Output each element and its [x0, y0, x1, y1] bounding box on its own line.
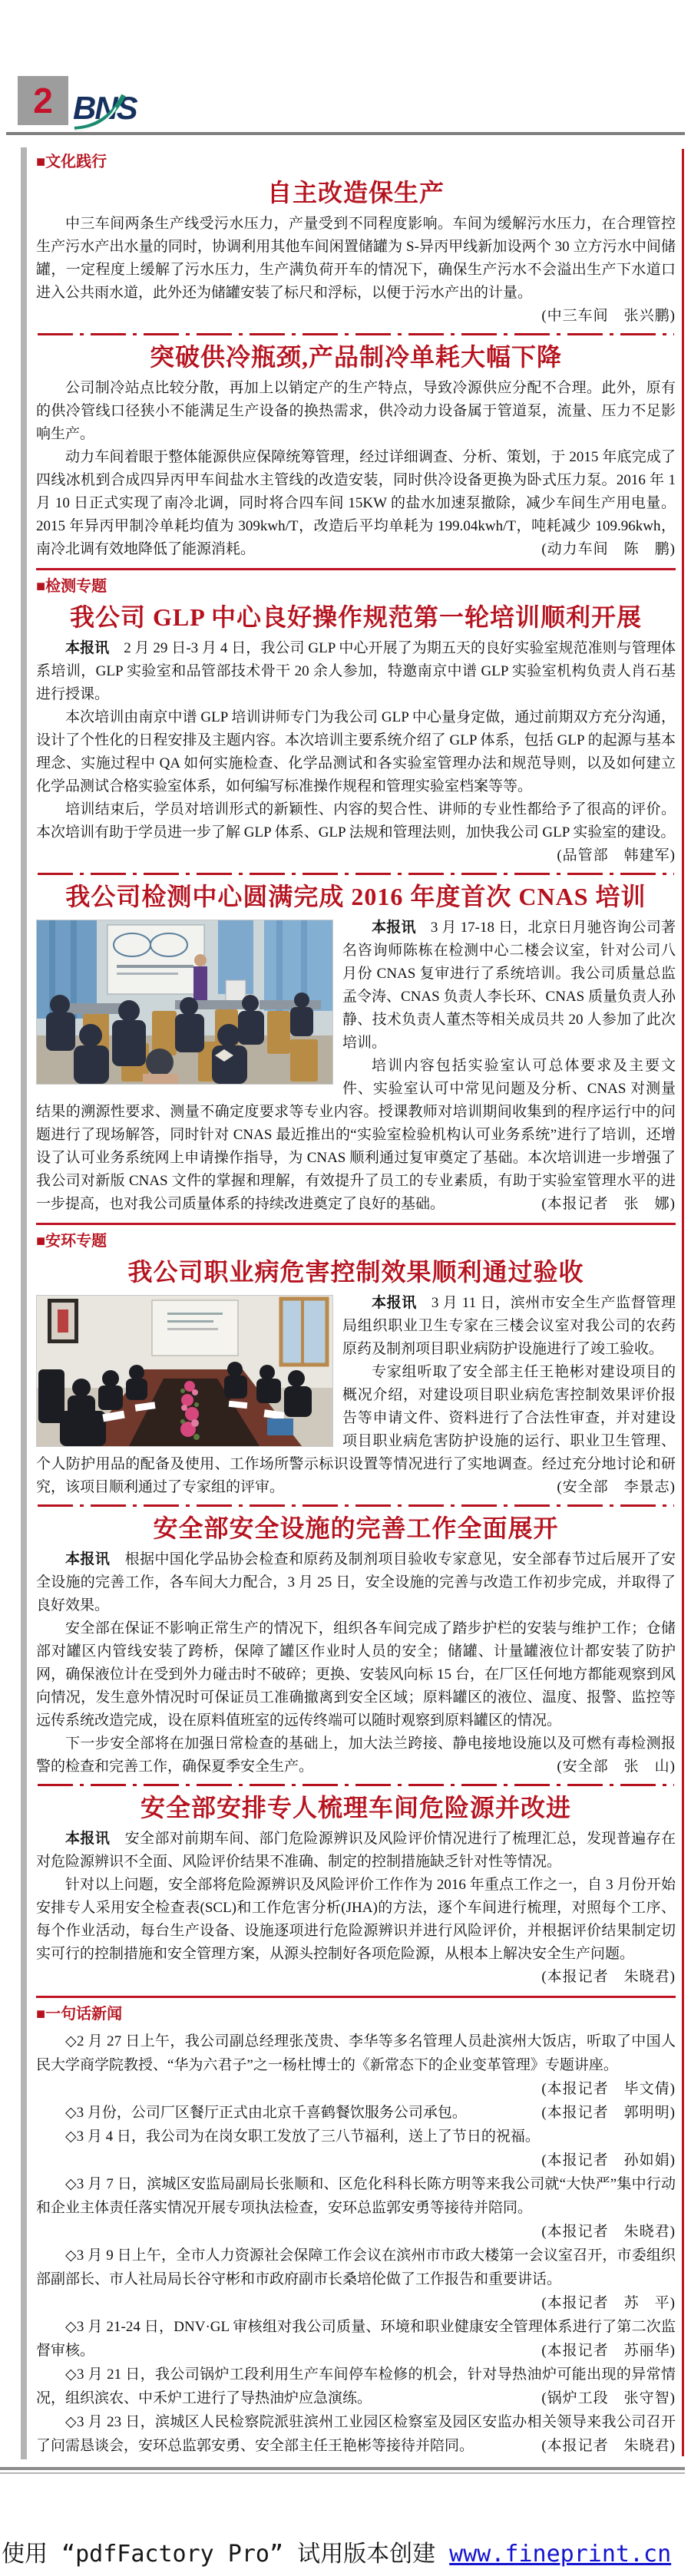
paragraph: 专家组听取了安全部主任王艳彬对建设项目的概况介绍，对建设项目职业病危害控制效果评价报告等申请文件、资料进行了合法性审查，并对建设项目职业病危害防护设施的运行、职业卫生管理、个人防护用品的配备及使用、工作场所警示标识设置等情况进行了实地调查。经过充分地讨论和研究，该项目顺利通过了专家组的评审。 (安全部 李景志): [36, 1361, 676, 1499]
article-title: 自主改造保生产: [266, 179, 445, 206]
photo-cnas-training-classroom: [36, 920, 333, 1085]
byline: (动力车间 陈 鹏): [541, 541, 676, 557]
article-body: [36, 213, 676, 324]
byline: (本报记者 朱晓君): [541, 2438, 676, 2454]
paragraph: 针对以上问题，安全部将危险源辨识及风险评价工作作为 2016 年重点工作之一，自 3 月份开始安排专人采用安全检查表(SCL)和工作危害分析(JHA)的方法，逐个车间进行梳理，对照每个工序、每个作业活动，每台生产设备、设施逐项进行危险源辨识并进行风险评价，并根据评价结果制定切实可行的控制措施和安全管理方案，从源头控制好各项危险源，从根本上解决安全生产问题。 (本报记者 朱晓君): [36, 1874, 676, 1966]
watermark-text: 使用 “pdfFactory Pro” 试用版本创建: [2, 2541, 450, 2568]
page-body: [0, 135, 691, 2462]
paragraph: 培训结束后，学员对培训形式的新颖性、内容的契合性、讲师的专业性都给予了很高的评价。本次培训有助于学员进一步了解 GLP 体系、GLP 法规和管理法则，加快我公司 GLP 实验室的建设。 (品管部 韩建军): [36, 798, 676, 844]
byline: (中三车间 张兴鹏): [541, 308, 676, 324]
article-title: 安全部安全设施的完善工作全面展开: [153, 1514, 559, 1542]
byline: (本报记者 苏丽华): [541, 2343, 676, 2359]
paragraph: 下一步安全部将在加强日常检查的基础上，加大法兰跨接、静电接地设施以及可燃有毒检测报警的检查和完善工作，确保夏季安全生产。 (安全部 张 山): [36, 1732, 676, 1778]
logo-text: BNS: [73, 90, 137, 126]
section-label-culture: ■文化践行: [36, 154, 107, 170]
byline: (安全部 李景志): [557, 1479, 676, 1495]
byline: (本报记者 张 娜): [541, 1196, 676, 1212]
paragraph: 本次培训由南京中谱 GLP 培训讲师专门为我公司 GLP 中心量身定做，通过前期双方充分沟通，设计了个性化的日程安排及主题内容。本次培训主要系统介绍了 GLP 体系，包括 GLP 的起源与基本理念、实施过程中 QA 如何实施检查、化学品测试和各实验室管理办法和规范导则，以及如何建立化学品测试合格实验室体系，如何编写标准操作规程和管理实验室档案等等。: [36, 709, 676, 794]
paragraph: 公司制冷站点比较分散，再加上以销定产的生产特点，导致冷源供应分配不合理。此外，原有的供冷管线口径狭小不能满足生产设备的换热需求，供冷动力设备属于管道泵，流量、压力不足影响生产。: [36, 380, 676, 442]
article-hazard-sources: [36, 1792, 676, 1989]
paragraph: 动力车间着眼于整体能源供应保障统筹管理，经过详细调查、分析、策划，于 2015 年底完成了四线冰机到合成四异丙甲车间盐水主管线的改造安装，同时供冷设备更换为卧式压力泵。2016 年 1 月 10 日正式实现了南冷北调，同时将合四车间 15KW 的盐水加速泵撤除，减少车间生产用电量。2015 年异丙甲制冷单耗均值为 309kwh/T，改造后平均单耗为 199.04kwh/T，吨耗减少 109.96kwh，南冷北调有效地降低了能源消耗。 (动力车间 陈 鹏): [36, 446, 676, 561]
page-number: 2: [33, 81, 53, 121]
article-title: 我公司 GLP 中心良好操作规范第一轮培训顺利开展: [69, 603, 643, 631]
paragraph: 本报讯 安全部对前期车间、部门危险源辨识及风险评价情况进行了梳理汇总，发现普遍存在对危险源辨识不全面、风险评价结果不准确、制定的控制措施缺乏针对性等情况。: [36, 1831, 676, 1870]
bns-logo: [73, 91, 165, 129]
article-cooling: [36, 342, 676, 561]
byline: (本报记者 朱晓君): [541, 2224, 676, 2240]
paragraph: 本报讯 3 月 11 日，滨州市安全生产监督管理局组织职业卫生专家在三楼会议室对我公司的农药原药及制剂项目职业病防护设施进行了竣工验收。: [342, 1295, 676, 1357]
news-item: ◇2 月 27 日上午，我公司副总经理张茂贵、李华等多名管理人员赴滨州大饭店，听取了中国人民大学商学院教授、“华为六君子”之一杨杜博士的《新常态下的企业变革管理》专题讲座。 (本报记者 毕文倩): [36, 2029, 676, 2101]
article-title: 突破供冷瓶颈,产品制冷单耗大幅下降: [149, 343, 562, 371]
article-occupational-health: [36, 1257, 676, 1499]
page-bottom-rule: [0, 2467, 685, 2475]
masthead: [0, 0, 691, 132]
dash-divider: [38, 1784, 674, 1786]
byline: (本报记者 苏 平): [541, 2295, 676, 2311]
byline: (锅炉工段 张守智): [541, 2390, 676, 2406]
byline: (品管部 韩建军): [557, 847, 676, 864]
article-body: [36, 637, 676, 864]
article-body: [36, 1548, 676, 1778]
byline: (本报记者 毕文倩): [541, 2081, 676, 2097]
dash-divider: [38, 873, 674, 875]
byline: (本报记者 郭明明): [541, 2105, 676, 2121]
article-cnas-training: [36, 881, 676, 1216]
section-divider: [36, 1223, 676, 1225]
logo-swoosh-icon: [70, 92, 162, 132]
byline: (安全部 张 山): [557, 1759, 676, 1775]
article-body: [36, 377, 676, 561]
article-body: [36, 916, 676, 1216]
section-divider: [36, 1996, 676, 1998]
news-item: ◇3 月 21 日，我公司锅炉工段利用生产车间停车检修的机会，针对导热油炉可能出现的异常情况，组织滨农、中禾炉工进行了导热油炉应急演练。 (锅炉工段 张守智): [36, 2363, 676, 2410]
section-label-safety: ■安环专题: [36, 1233, 107, 1250]
dash-divider: [38, 1504, 674, 1507]
page-number-box: [18, 76, 68, 125]
news-item: ◇3 月 4 日，我公司为在岗女职工发放了三八节福利，送上了节日的祝福。 (本报记者 孙如娟): [36, 2125, 676, 2172]
byline: (本报记者 朱晓君): [541, 1969, 676, 1985]
section-label-news: ■一句话新闻: [36, 2006, 123, 2023]
photo-acceptance-meeting: [36, 1295, 333, 1447]
article-title: 我公司职业病危害控制效果顺利通过验收: [127, 1258, 584, 1286]
pdf-watermark-footer: [0, 2535, 691, 2576]
news-item: ◇3 月 21-24 日，DNV·GL 审核组对我公司质量、环境和职业健康安全管理体系进行了第二次监督审核。 (本报记者 苏丽华): [36, 2315, 676, 2363]
news-item: ◇3 月 23 日，滨城区人民检察院派驻滨州工业园区检察室及园区安监办相关领导来我公司召开了问需恳谈会，安环总监郭安勇、安全部主任王艳彬等接待并陪同。 (本报记者 朱晓君): [36, 2410, 676, 2458]
article-title: 我公司检测中心圆满完成 2016 年度首次 CNAS 培训: [65, 883, 646, 910]
article-wastewater: [36, 177, 676, 328]
paragraph: 中三车间两条生产线受污水压力，产量受到不同程度影响。车间为缓解污水压力，在合理管控生产污水产出水量的同时，协调利用其他车间闲置储罐为 S-异丙甲线新加设两个 30 立方污水中间储罐，一定程度上缓解了污水压力，生产满负荷开车的情况下，确保生产污水不会溢出生产下水道口进入公共雨水道，此外还为储罐安装了标尺和浮标，以便于污水产出的计量。 (中三车间 张兴鹏): [36, 213, 676, 305]
fineprint-link[interactable]: www.fineprint.cn: [449, 2541, 672, 2568]
news-item: ◇3 月份，公司厂区餐厅正式由北京千喜鹤餐饮服务公司承包。 (本报记者 郭明明): [36, 2101, 676, 2125]
paragraph: 本报讯 根据中国化学品协会检查和原药及制剂项目验收专家意见，安全部春节过后展开了安全设施的完善工作，各车间大力配合，3 月 25 日，安全设施的完善与改造工作初步完成，并取得了良好效果。: [36, 1551, 676, 1613]
byline: (本报记者 孙如娟): [541, 2152, 676, 2168]
section-divider: [36, 568, 676, 570]
article-title: 安全部安排专人梳理车间危险源并改进: [140, 1794, 571, 1821]
paragraph: 培训内容包括实验室认可总体要求及主要文件、实验室认可中常见问题及分析、CNAS 对测量结果的溯源性要求、测量不确定度要求等专业内容。授课教师对培训期间收集到的程序运行中的问题进行了现场解答，同时针对 CNAS 最近推出的“实验室检验机构认可业务系统”进行了培训，还增设了认可业务系统网上申请操作指导，为 CNAS 顺利通过复审奠定了基础。本次培训进一步增强了我公司对新版 CNAS 文件的掌握和理解，有效提升了员工的专业素质，有助于实验室管理水平的进一步提高，也对我公司质量体系的持续改进奠定了良好的基础。 (本报记者 张 娜): [36, 1055, 676, 1216]
news-item: ◇3 月 7 日，滨城区安监局副局长张顺和、区危化科科长陈方明等来我公司就“大快严”集中行动和企业主体责任落实情况开展专项执法检查，安环总监郭安勇等接待并陪同。 (本报记者 朱晓君): [36, 2172, 676, 2244]
article-safety-facilities: [36, 1513, 676, 1778]
news-item: ◇3 月 9 日上午，全市人力资源社会保障工作会议在滨州市市政大楼第一会议室召开，市委组织部副部长、市人社局局长谷守彬和市政府副市长桑培伦做了工作报告和重要讲话。 (本报记者 苏 平): [36, 2244, 676, 2315]
article-glp-training: [36, 602, 676, 867]
article-body: [36, 1292, 676, 1499]
paragraph: 本报讯 2 月 29 日-3 月 4 日，我公司 GLP 中心开展了为期五天的良好实验室规范准则与管理体系培训，GLP 实验室和品管部技术骨干 20 余人参加，特邀南京中谱 GLP 实验室机构负责人肖石基进行授课。: [36, 640, 676, 702]
paragraph: 本报讯 3 月 17-18 日，北京日月驰咨询公司著名咨询师陈栋在检测中心二楼会议室，针对公司八月份 CNAS 复审进行了系统培训。我公司质量总监孟令涛、CNAS 负责人李长环、CNAS 质量负责人孙静、技术负责人董杰等相关成员共 20 人参加了此次培训。: [342, 920, 676, 1051]
section-label-testing: ■检测专题: [36, 578, 107, 595]
dash-divider: [38, 333, 674, 335]
article-body: [36, 1828, 676, 1985]
paragraph: 安全部在保证不影响正常生产的情况下，组织各车间完成了踏步护栏的安装与维护工作；仓储部对罐区内管线安装了跨桥，保障了罐区作业时人员的安全；储罐、计量罐液位计都安装了防护网，确保液位计在受到外力碰击时不破碎；更换、安装风向标 15 台，在厂区任何地方都能观察到风向情况，发生意外情况时可保证员工准确撤离到安全区域；原料罐区的液位、温度、报警、监控等远传系统改造完成，设在原料值班室的远传终端可以随时观察到原料罐区的情况。: [36, 1620, 676, 1729]
